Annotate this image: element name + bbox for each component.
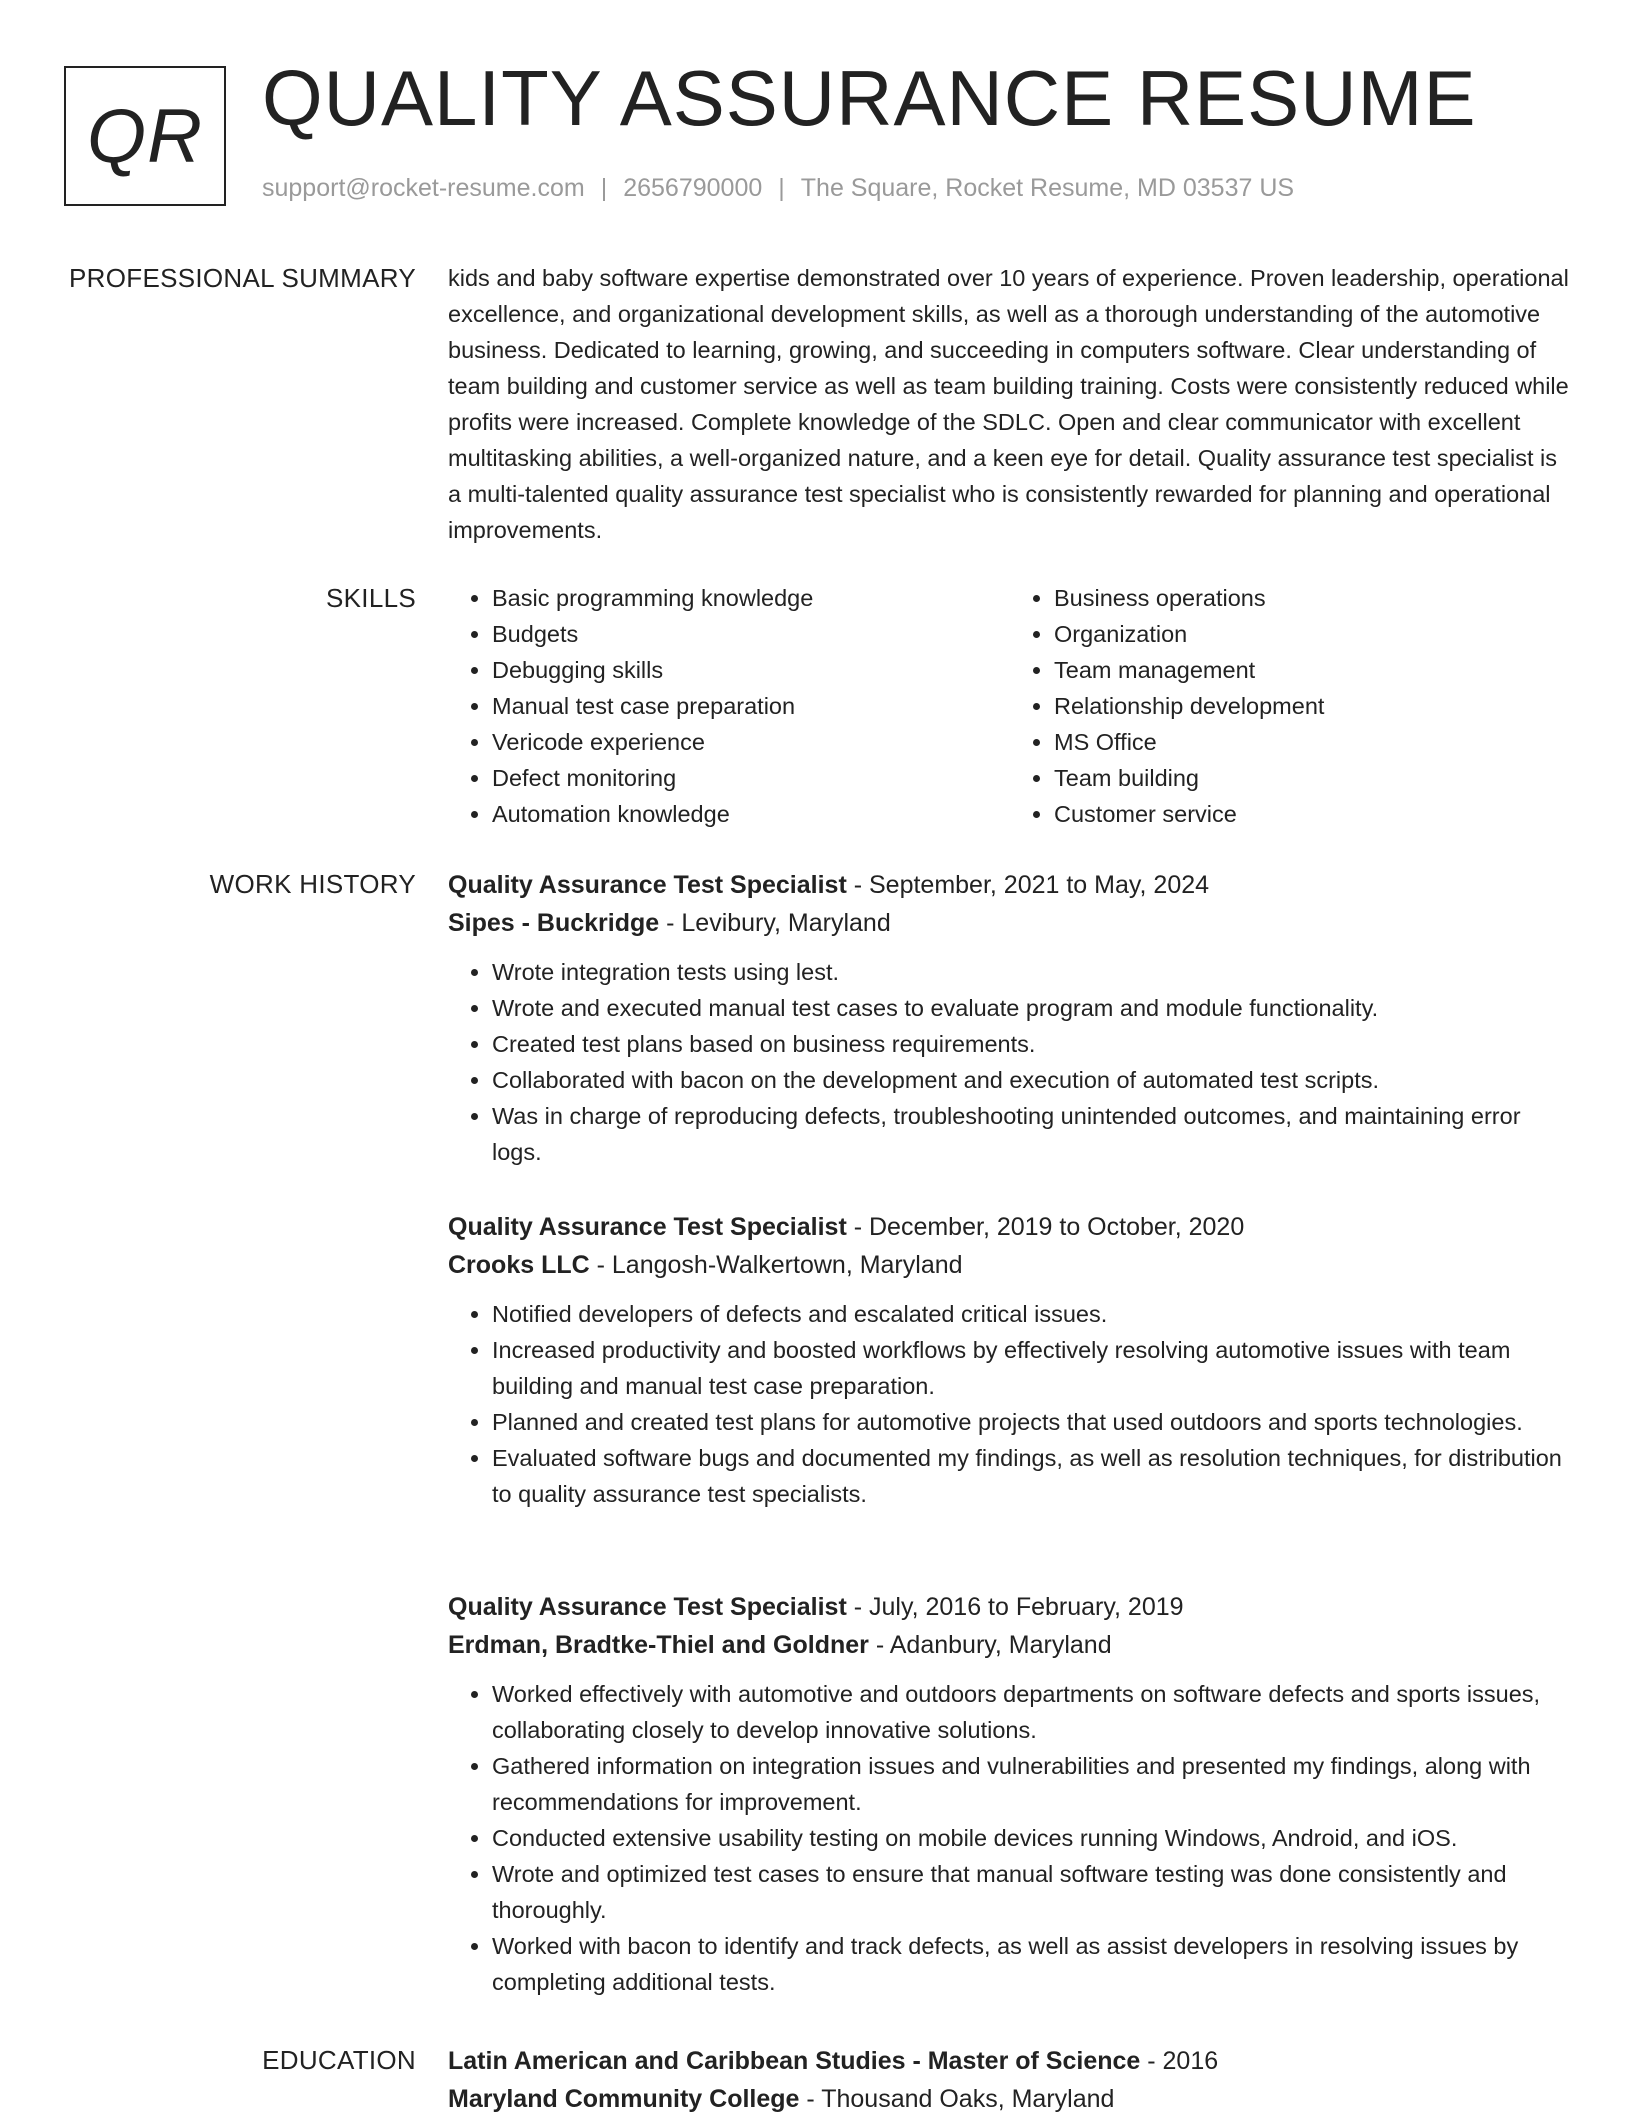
job-company-line	[448, 1246, 1572, 1284]
job-bullet: • Wrote integration tests using lest.	[492, 954, 1572, 990]
job-location: - Levibury, Maryland	[659, 909, 891, 937]
job-bullet: • Increased productivity and boosted workflows by effectively resolving automotive issues with team building and manual test case preparation.	[492, 1332, 1572, 1404]
contact-phone: 2656790000	[623, 174, 763, 202]
education-school-line	[448, 2080, 1572, 2118]
job-bullets	[448, 954, 1572, 1170]
section-label-education: EDUCATION	[262, 2045, 416, 2075]
monogram-logo: QR	[64, 66, 226, 206]
job-location: - Adanbury, Maryland	[868, 1631, 1112, 1659]
skill-item: • Budgets	[492, 616, 1010, 652]
section-label-skills: SKILLS	[326, 583, 416, 613]
job-entry	[448, 866, 1572, 1170]
job-bullet: • Planned and created test plans for automotive projects that used outdoors and sports technologies.	[492, 1404, 1572, 1440]
skill-item: • Team management	[1054, 652, 1572, 688]
contact-address: The Square, Rocket Resume, MD 03537 US	[800, 174, 1295, 202]
skill-item: • Debugging skills	[492, 652, 1010, 688]
education-content	[448, 2042, 1572, 2118]
skill-item: • Organization	[1054, 616, 1572, 652]
job-title: Quality Assurance Test Specialist	[448, 1593, 847, 1621]
education-degree: Latin American and Caribbean Studies - Master of Science	[448, 2047, 1141, 2075]
job-title: Quality Assurance Test Specialist	[448, 871, 847, 899]
skill-item: • Vericode experience	[492, 724, 1010, 760]
job-bullet: • Wrote and optimized test cases to ensure that manual software testing was done consistently and thoroughly.	[492, 1856, 1572, 1928]
job-bullet: • Collaborated with bacon on the development and execution of automated test scripts.	[492, 1062, 1572, 1098]
job-company-line	[448, 904, 1572, 942]
job-company-line	[448, 1626, 1572, 1664]
skill-item: • Relationship development	[1054, 688, 1572, 724]
summary-text: kids and baby software expertise demonstrated over 10 years of experience. Proven leadership, operational excellence, and organizational development skills, as well as a thorough understanding of the automotive business. Dedicated to learning, growing, and succeeding in computers software. Clear understanding of team building and customer service as well as team building training. Costs were consistently reduced while profits were increased. Complete knowledge of the SDLC. Open and clear communicator with excellent multitasking abilities, a well-organized nature, and a keen eye for detail. Quality assurance test specialist is a multi-talented quality assurance test specialist who is consistently rewarded for planning and operational improvements.	[448, 265, 1569, 543]
skill-item: • Automation knowledge	[492, 796, 1010, 832]
education-year: - 2016	[1140, 2047, 1219, 2075]
contact-line	[262, 174, 1294, 203]
skill-item: • Defect monitoring	[492, 760, 1010, 796]
education-school: Maryland Community College	[448, 2085, 800, 2113]
job-bullet: • Worked effectively with automotive and outdoors departments on software defects and sports issues, collaborating closely to develop innovative solutions.	[492, 1676, 1572, 1748]
job-dates: - December, 2019 to October, 2020	[846, 1213, 1245, 1241]
skill-item: • Team building	[1054, 760, 1572, 796]
job-bullet: • Wrote and executed manual test cases to evaluate program and module functionality.	[492, 990, 1572, 1026]
job-bullets	[448, 1296, 1572, 1512]
job-title: Quality Assurance Test Specialist	[448, 1213, 847, 1241]
job-company: Crooks LLC	[448, 1251, 590, 1279]
resume-title: QUALITY ASSURANCE RESUME	[262, 54, 1477, 142]
job-entry	[448, 1588, 1572, 2000]
job-bullet: • Was in charge of reproducing defects, troubleshooting unintended outcomes, and maintaining error logs.	[492, 1098, 1572, 1170]
job-company: Sipes - Buckridge	[448, 909, 660, 937]
education-location: - Thousand Oaks, Maryland	[799, 2085, 1115, 2113]
job-title-line	[448, 1588, 1572, 1626]
skills-column-left	[448, 580, 1010, 832]
job-bullet: • Conducted extensive usability testing on mobile devices running Windows, Android, and iOS.	[492, 1820, 1572, 1856]
job-bullets	[448, 1676, 1572, 2000]
job-bullet: • Notified developers of defects and escalated critical issues.	[492, 1296, 1572, 1332]
skill-item: • Customer service	[1054, 796, 1572, 832]
skills-columns	[448, 580, 1572, 832]
job-title-line	[448, 1208, 1572, 1246]
job-bullet: • Worked with bacon to identify and track defects, as well as assist developers in resolving issues by completing additional tests.	[492, 1928, 1572, 2000]
summary-content	[448, 260, 1572, 548]
section-label-summary: PROFESSIONAL SUMMARY	[69, 263, 416, 293]
education-degree-line	[448, 2042, 1572, 2080]
job-location: - Langosh-Walkertown, Maryland	[589, 1251, 963, 1279]
job-bullet: • Evaluated software bugs and documented my findings, as well as resolution techniques, for distribution to quality assurance test specialists.	[492, 1440, 1572, 1512]
contact-separator: |	[600, 174, 608, 202]
job-entry	[448, 1208, 1572, 1512]
skill-item: • Basic programming knowledge	[492, 580, 1010, 616]
job-dates: - September, 2021 to May, 2024	[846, 871, 1210, 899]
contact-separator: |	[778, 174, 785, 202]
section-label-work-history: WORK HISTORY	[209, 869, 416, 899]
job-bullet: • Created test plans based on business requirements.	[492, 1026, 1572, 1062]
skill-item: • MS Office	[1054, 724, 1572, 760]
job-dates: - July, 2016 to February, 2019	[846, 1593, 1184, 1621]
job-bullet: • Gathered information on integration issues and vulnerabilities and presented my findings, along with recommendations for improvement.	[492, 1748, 1572, 1820]
skill-item: • Business operations	[1054, 580, 1572, 616]
contact-email[interactable]: support@rocket-resume.com	[262, 174, 585, 202]
job-company: Erdman, Bradtke-Thiel and Goldner	[448, 1631, 869, 1659]
skill-item: • Manual test case preparation	[492, 688, 1010, 724]
skills-content	[448, 580, 1572, 832]
skills-column-right	[1010, 580, 1572, 832]
job-title-line	[448, 866, 1572, 904]
